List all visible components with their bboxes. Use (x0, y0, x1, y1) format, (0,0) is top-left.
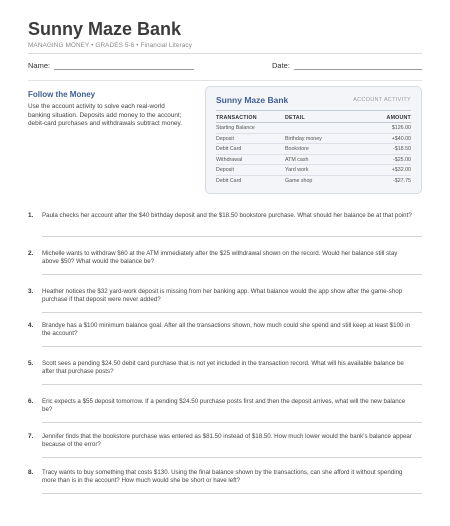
question-number: 8. (28, 469, 34, 476)
question-text: Michelle wants to withdraw $60 at the ATM immediately after the $25 withdrawal shown on the record. Would her balance still stay above $50? What would the balance be? (42, 250, 398, 265)
amount-cell: +$32.00 (391, 167, 411, 173)
account-activity-card (205, 86, 422, 194)
card-divider (216, 110, 411, 111)
question-number: 2. (28, 250, 34, 257)
detail-cell: Bookstore (285, 146, 309, 152)
question-text: Jennifer finds that the bookstore purchase was entered as $81.50 instead of $18.50. How much lower would the bank's balance appear because of the error? (42, 433, 412, 448)
answer-line[interactable] (42, 312, 422, 313)
table-row (216, 155, 411, 166)
answer-line[interactable] (42, 457, 422, 458)
transaction-cell: Debit Card (216, 146, 242, 152)
column-header-detail: DETAIL (285, 115, 305, 121)
column-header-transaction: TRANSACTION (216, 115, 257, 121)
table-row (216, 123, 411, 134)
table-row (216, 165, 411, 176)
intro-text: Use the account activity to solve each real-world banking situation. Deposits add money to the account; debit-card purchases and withdrawals subtract money. (28, 103, 183, 127)
question-text: Brandye has a $100 minimum balance goal. After all the transactions shown, how much could she spend and still keep at least $100 in the account? (42, 322, 411, 337)
question-text: Eric expects a $55 deposit tomorrow. If a pending $24.50 purchase posts first and then the deposit arrives, what will the new balance be? (42, 398, 406, 413)
name-label: Name: (28, 61, 51, 70)
table-row (216, 144, 411, 155)
amount-cell: -$18.50 (393, 146, 411, 152)
question-text: Paula checks her account after the $40 birthday deposit and the $18.50 bookstore purchase. What should her balance be at that point? (42, 212, 412, 219)
amount-cell: -$27.75 (393, 177, 411, 184)
transaction-cell: Deposit (216, 167, 234, 173)
amount-cell: -$25.00 (393, 156, 411, 163)
date-label: Date: (272, 61, 290, 70)
question-text: Heather notices the $32 yard-work deposit is missing from her banking app. What balance would the app show after the game-shop purchase if that deposit were never added? (42, 288, 403, 303)
detail-cell: ATM cash (285, 156, 309, 163)
question-number: 6. (28, 398, 34, 405)
detail-cell: Game shop (285, 177, 313, 184)
column-header-amount: AMOUNT (386, 115, 411, 121)
answer-line[interactable] (42, 384, 422, 385)
question-number: 3. (28, 288, 34, 295)
name-line[interactable] (54, 69, 194, 70)
date-line[interactable] (294, 69, 422, 70)
question-number: 4. (28, 322, 34, 329)
table-row (216, 134, 411, 145)
answer-line[interactable] (42, 346, 422, 347)
question-text: Scott sees a pending $24.50 debit card purchase that is not yet included in the transaction record. What will his available balance be after that purchase posts? (42, 360, 404, 375)
worksheet-subtitle: MANAGING MONEY • GRADES 5-6 • Financial Literacy (28, 42, 192, 49)
transaction-cell: Starting Balance (216, 125, 255, 131)
detail-cell: Birthday money (285, 135, 322, 142)
answer-line[interactable] (42, 236, 422, 237)
amount-cell: $126.00 (391, 125, 411, 131)
section-divider (28, 80, 422, 81)
question-number: 1. (28, 212, 34, 219)
question-number: 5. (28, 360, 34, 367)
header-divider (28, 53, 422, 54)
amount-cell: +$40.00 (391, 135, 411, 142)
table-row (216, 176, 411, 187)
answer-line[interactable] (42, 493, 422, 494)
answer-line[interactable] (42, 274, 422, 275)
card-tag: ACCOUNT ACTIVITY (353, 97, 411, 103)
worksheet-title: Sunny Maze Bank (28, 19, 182, 39)
transaction-cell: Deposit (216, 135, 234, 142)
card-title: Sunny Maze Bank (216, 95, 289, 105)
transaction-cell: Debit Card (216, 177, 242, 184)
transaction-cell: Withdrawal (216, 156, 243, 163)
intro-heading: Follow the Money (28, 90, 96, 99)
question-text: Tracy wants to buy something that costs $130. Using the final balance shown by the transactions, can she afford it without spending more than is in the account? How much would she be short or have left? (42, 469, 403, 484)
detail-cell: Yard work (285, 167, 309, 173)
question-number: 7. (28, 433, 34, 440)
answer-line[interactable] (42, 422, 422, 423)
